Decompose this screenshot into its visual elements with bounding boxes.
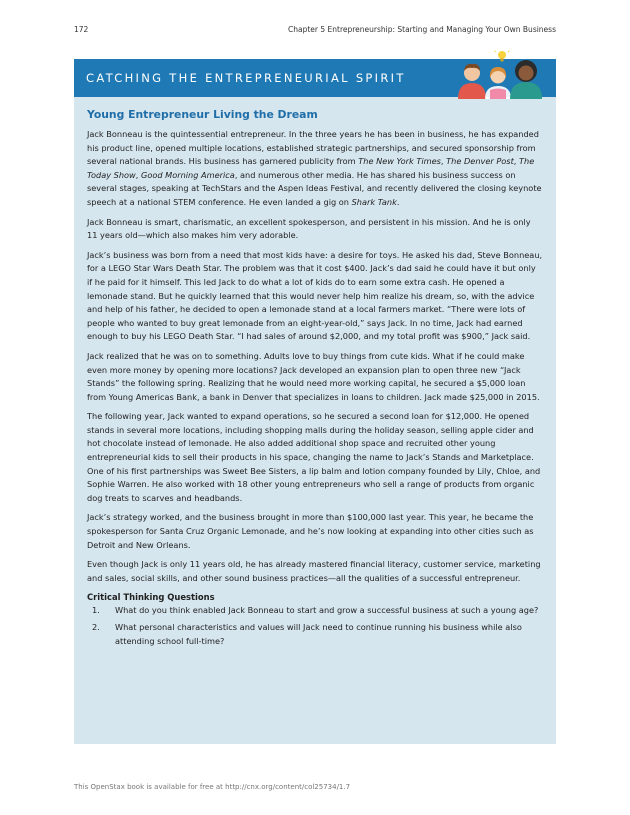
text-run: , <box>135 169 141 180</box>
feature-banner <box>74 59 556 97</box>
question-item <box>87 621 543 648</box>
questions-heading: Critical Thinking Questions <box>87 592 215 603</box>
chapter-title: Chapter 5 Entrepreneurship: Starting and Managing Your Own Business <box>287 25 556 34</box>
text-run: Jack realized that he was on to something. Adults love to buy things from cute kids. What if he could make even more money by opening more locations? Jack developed an expansion plan to open three new “Jack Stands” the following spring. Realizing that he would need more working capital, he secured a $5,000 loan from Young Americas Bank, a bank in Denver that specializes in loans to children. Jack made $25,000 in 2015. <box>87 350 540 402</box>
three-people-lightbulb-icon <box>452 49 548 99</box>
italic-text: The Denver Post <box>446 156 514 167</box>
paragraph <box>87 410 543 505</box>
page-header <box>74 25 556 39</box>
italic-text: The Today Show <box>87 156 535 180</box>
text-run: Jack Bonneau is the quintessential entrepreneur. In the three years he has been in business, he has expanded his product line, opened multiple locations, established strategic partnerships, and secured sponsorship from several national brands. His business has garnered publicity from <box>87 129 539 167</box>
text-run: . <box>396 196 400 207</box>
text-run: Jack’s business was born from a need that most kids have: a desire for toys. He asked his dad, Steve Bonneau, for a LEGO Star Wars Death Star. The problem was that it cost $400. Jack’s dad said he could have it but only if he paid for it himself. This led Jack to do what a lot of kids do to earn some extra cash. He opened a lemonade stand. But he quickly learned that this would never help him realize his dream, so, with the advice and help of his father, he decided to open a lemonade stand at a local farmers market. “There were lots of people who wanted to buy great lemonade from an eight-year-old,” says Jack. In no time, Jack had earned enough to buy his LEGO Death Star. “I had sales of around $2,000, and my total profit was $900,” Jack said. <box>87 249 543 342</box>
paragraph <box>87 249 543 344</box>
paragraph <box>87 558 543 585</box>
text-run: Even though Jack is only 11 years old, he has already mastered financial literacy, customer service, marketing and sales, social skills, and other sound business practices—all the qualities of a successful entrepreneur. <box>87 559 541 583</box>
feature-banner-title: CATCHING THE ENTREPRENEURIAL SPIRIT <box>86 71 406 85</box>
text-run: Jack’s strategy worked, and the business brought in more than $100,000 last year. This year, he became the spokesperson for Santa Cruz Organic Lemonade, and he’s now looking at expanding into other cities such as Detroit and New Orleans. <box>87 512 534 550</box>
questions-list <box>87 604 543 648</box>
question-item <box>87 604 543 618</box>
text-run: The following year, Jack wanted to expand operations, so he secured a second loan for $12,000. He opened stands in several more locations, including shopping malls during the holiday season, selling apple cider and hot chocolate instead of lemonade. He also added additional shop space and recruited other young entrepreneurial kids to sell their products in his space, changing the name to Jack’s Stands and Marketplace. One of his first partnerships was Sweet Bee Sisters, a lip balm and lotion company founded by Lily, Chloe, and Sophie Warren. He also worked with 18 other young entrepreneurs who sell a range of products from organic dog treats to scarves and headbands. <box>87 411 541 503</box>
italic-text: Shark Tank <box>351 196 397 207</box>
italic-text: Good Morning America <box>140 169 235 180</box>
feature-title: Young Entrepreneur Living the Dream <box>87 108 318 121</box>
text-run: , <box>513 156 519 167</box>
feature-paragraphs <box>87 128 543 585</box>
feature-content <box>87 107 543 651</box>
question-text: What do you think enabled Jack Bonneau to start and grow a successful business at such a young age? <box>115 605 539 616</box>
feature-box <box>74 59 556 744</box>
question-number: 2. <box>92 622 100 632</box>
paragraph <box>87 350 543 404</box>
text-run: , <box>440 156 447 167</box>
question-number: 1. <box>92 605 100 616</box>
page-number: 172 <box>74 25 89 34</box>
footer-text: This OpenStax book is available for free at http://cnx.org/content/col25734/1.7 <box>74 783 351 791</box>
question-text: What personal characteristics and values will Jack need to continue running his business while also attending school full-time? <box>115 622 522 646</box>
paragraph <box>87 128 543 210</box>
footer <box>74 783 350 791</box>
italic-text: The New York Times <box>358 156 441 167</box>
paragraph <box>87 511 543 552</box>
paragraph <box>87 216 543 243</box>
text-run: Jack Bonneau is smart, charismatic, an excellent spokesperson, and persistent in his mission. And he is only 11 years old—which also makes him very adorable. <box>87 216 531 241</box>
text-run: , and numerous other media. He has shared his business success on several stages, speaking at TechStars and the Aspen Ideas Festival, and recently delivered the closing keynote speech at a national STEM conference. He even landed a gig on <box>87 169 542 207</box>
